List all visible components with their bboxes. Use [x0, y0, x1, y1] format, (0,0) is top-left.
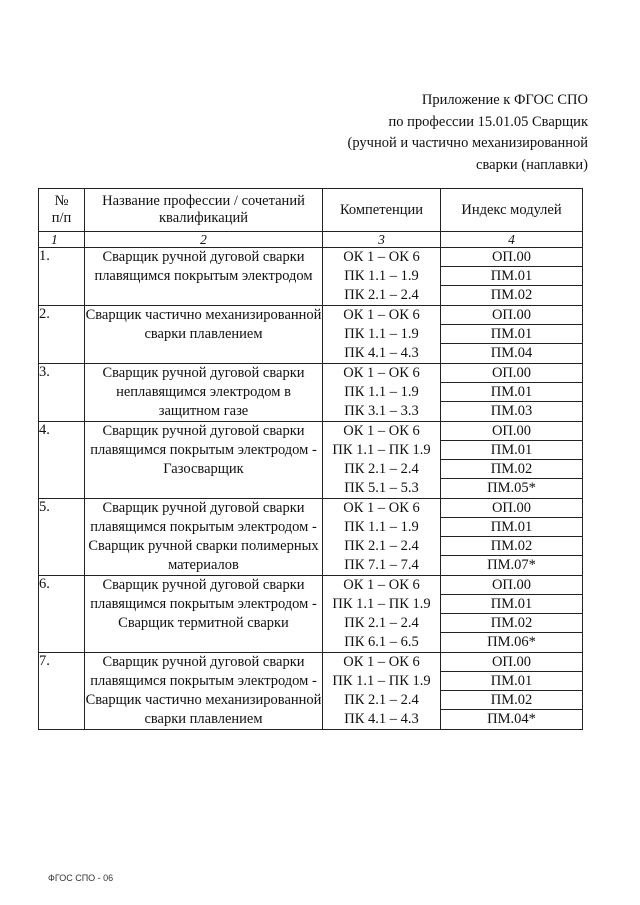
module-index: ПМ.01: [441, 672, 582, 691]
competencies-cell: [323, 364, 441, 422]
module-index: ПМ.01: [441, 595, 582, 614]
profession-name: Сварщик ручной дуговой сварки плавящимся покрытым электродом - Сварщик ручной сварки полимерных материалов: [85, 499, 323, 576]
column-number: 2: [85, 232, 323, 248]
competency-item: ПК 6.1 – 6.5: [344, 634, 419, 650]
header-competencies: Компетенции: [323, 189, 441, 232]
module-index: ОП.00: [441, 422, 582, 441]
competency-item: ПК 1.1 – 1.9: [344, 519, 419, 535]
competency-item: ПК 5.1 – 5.3: [344, 480, 419, 496]
module-index: ПМ.02: [441, 691, 582, 710]
module-index: ОП.00: [441, 364, 582, 383]
header-num: [39, 189, 85, 232]
competencies-cell: [323, 653, 441, 730]
modules-cell: [441, 576, 583, 653]
row-number: 6.: [39, 576, 85, 653]
profession-name: Сварщик ручной дуговой сварки плавящимся покрытым электродом - Газосварщик: [85, 422, 323, 499]
competency-item: ПК 4.1 – 4.3: [344, 345, 419, 361]
module-index: ПМ.03: [490, 403, 533, 419]
competency-item: ПК 2.1 – 2.4: [344, 692, 419, 708]
module-index: ПМ.01: [441, 518, 582, 537]
page-footer: ФГОС СПО - 06: [48, 873, 114, 883]
module-index: ОП.00: [441, 576, 582, 595]
column-number-row: [39, 232, 583, 248]
competency-item: ПК 2.1 – 2.4: [344, 461, 419, 477]
module-index: ПМ.02: [441, 614, 582, 633]
table-row: [39, 248, 583, 306]
modules-cell: [441, 422, 583, 499]
header-line: по профессии 15.01.05 Сварщик: [388, 113, 588, 130]
competency-item: ОК 1 – ОК 6: [343, 577, 420, 593]
competency-item: ОК 1 – ОК 6: [343, 654, 420, 670]
modules-cell: [441, 499, 583, 576]
competency-item: ПК 3.1 – 3.3: [344, 403, 419, 419]
competency-item: ПК 1.1 – 1.9: [344, 326, 419, 342]
module-index: ПМ.01: [441, 441, 582, 460]
competencies-cell: [323, 499, 441, 576]
module-index: ПМ.04: [490, 345, 533, 361]
table-row: [39, 576, 583, 653]
competency-item: ПК 7.1 – 7.4: [344, 557, 419, 573]
header-name: Название профессии / сочетаний квалификаций: [85, 189, 323, 232]
row-number: 4.: [39, 422, 85, 499]
table-row: [39, 499, 583, 576]
competencies-cell: [323, 248, 441, 306]
modules-cell: [441, 306, 583, 364]
profession-name: Сварщик ручной дуговой сварки неплавящимся электродом в защитном газе: [85, 364, 323, 422]
competency-item: ПК 1.1 – ПК 1.9: [332, 596, 431, 612]
competency-item: ОК 1 – ОК 6: [343, 307, 420, 323]
module-index: ПМ.05*: [487, 480, 536, 496]
competencies-cell: [323, 306, 441, 364]
module-index: ПМ.02: [441, 537, 582, 556]
profession-name: Сварщик ручной дуговой сварки плавящимся покрытым электродом - Сварщик частично механизированной сварки плавлением: [85, 653, 323, 730]
competencies-cell: [323, 576, 441, 653]
competency-item: ОК 1 – ОК 6: [343, 500, 420, 516]
row-number: 7.: [39, 653, 85, 730]
module-index: ОП.00: [441, 653, 582, 672]
modules-cell: [441, 653, 583, 730]
modules-cell: [441, 364, 583, 422]
header-modules: Индекс модулей: [441, 189, 583, 232]
competency-item: ПК 2.1 – 2.4: [344, 538, 419, 554]
competency-item: ОК 1 – ОК 6: [343, 249, 420, 265]
table-row: [39, 306, 583, 364]
column-number: 4: [441, 232, 583, 248]
table-row: [39, 364, 583, 422]
row-number: 2.: [39, 306, 85, 364]
module-index: ПМ.02: [441, 460, 582, 479]
appendix-header: [348, 90, 588, 176]
profession-name: Сварщик частично механизированной сварки плавлением: [85, 306, 323, 364]
module-index: ПМ.01: [441, 325, 582, 344]
module-index: ПМ.07*: [487, 557, 536, 573]
header-line: Приложение к ФГОС СПО: [421, 92, 588, 108]
table-header-row: [39, 189, 583, 232]
header-num-line2: п/п: [51, 210, 72, 226]
header-num-line1: №: [54, 193, 69, 209]
profession-name: Сварщик ручной дуговой сварки плавящимся покрытым электродом - Сварщик термитной сварки: [85, 576, 323, 653]
competency-item: ОК 1 – ОК 6: [343, 365, 420, 381]
competency-item: ПК 4.1 – 4.3: [344, 711, 419, 727]
module-index: ПМ.01: [441, 383, 582, 402]
column-number: 3: [323, 232, 441, 248]
header-line: сварки (наплавки): [476, 156, 588, 173]
row-number: 3.: [39, 364, 85, 422]
module-index: ОП.00: [441, 248, 582, 267]
modules-cell: [441, 248, 583, 306]
module-index: ОП.00: [441, 499, 582, 518]
competencies-cell: [323, 422, 441, 499]
module-index: ПМ.06*: [487, 634, 536, 650]
module-index: ПМ.04*: [487, 711, 536, 727]
row-number: 5.: [39, 499, 85, 576]
table-row: [39, 653, 583, 730]
profession-name: Сварщик ручной дуговой сварки плавящимся покрытым электродом: [85, 248, 323, 306]
module-index: ОП.00: [441, 306, 582, 325]
row-number: 1.: [39, 248, 85, 306]
competency-item: ПК 1.1 – 1.9: [344, 268, 419, 284]
competency-item: ПК 1.1 – ПК 1.9: [332, 673, 431, 689]
module-index: ПМ.01: [441, 267, 582, 286]
qualifications-table: [38, 188, 583, 730]
competency-item: ОК 1 – ОК 6: [343, 423, 420, 439]
module-index: ПМ.02: [490, 287, 533, 303]
table-row: [39, 422, 583, 499]
competency-item: ПК 1.1 – ПК 1.9: [332, 442, 431, 458]
competency-item: ПК 1.1 – 1.9: [344, 384, 419, 400]
header-line: (ручной и частично механизированной: [347, 135, 588, 151]
competency-item: ПК 2.1 – 2.4: [344, 615, 419, 631]
competency-item: ПК 2.1 – 2.4: [344, 287, 419, 303]
column-number: 1: [39, 232, 85, 248]
